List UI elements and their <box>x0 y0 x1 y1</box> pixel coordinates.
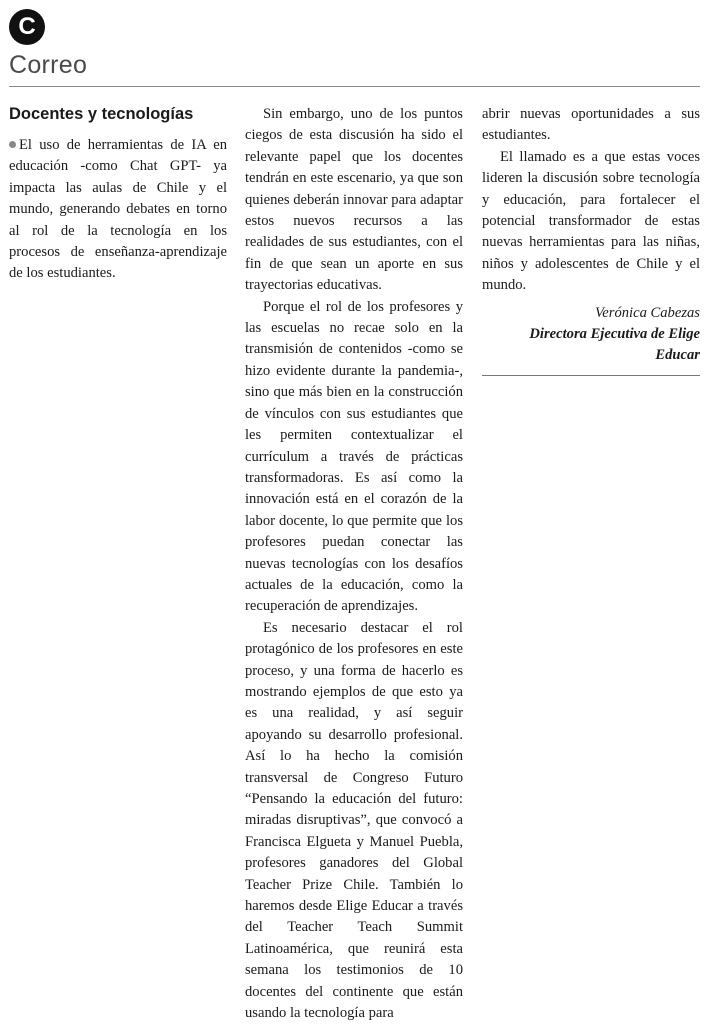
section-title: Correo <box>9 51 88 79</box>
signature-role: Directora Ejecutiva de Elige Educar <box>529 326 700 364</box>
column-3 <box>482 104 700 376</box>
bullet-dot-icon <box>9 141 16 148</box>
letter-paragraph: Sin embargo, uno de los puntos ciegos de esta discusión ha sido el relevante papel que los docentes tendrán en este escenario, ya que son quienes deberán innovar para adaptar estos nuevos recursos a las realidades de sus estudiantes, con el fin de que sean un aporte en sus trayectorias educativas. <box>245 106 463 294</box>
letter-paragraph: El llamado es a que estas voces lideren la discusión sobre tecnología y educación, para fortalecer el potencial transformador de estas nuevas herramientas para las niñas, niños y adolescentes de Chile y el mundo. <box>482 148 700 294</box>
signature-divider <box>482 375 700 376</box>
letter-paragraph: Porque el rol de los profesores y las escuelas no recae solo en la transmisión de contenidos -como se hizo evidente durante la pandemia-, sino que más bien en la construcción de vínculos con sus estudiantes que les permiten contextualizar el currículum a través de prácticas transformadoras. Es así como la innovación está en el corazón de la labor docente, lo que permite que los profesores puedan conectar las nuevas tecnologías con los desafíos actuales de la educación, como la recuperación de aprendizajes. <box>245 298 463 615</box>
letter-signature <box>482 303 700 367</box>
letter-paragraph: Es necesario destacar el rol protagónico de los profesores en este proceso, y una forma de hacerlo es mostrando ejemplos de que esto ya es una realidad, y así seguir apoyando su desarrollo profesional. Así lo ha hecho la comisión transversal de Congreso Futuro “Pensando la educación del futuro: miradas disruptivas”, que convocó a Francisca Elgueta y Manuel Puebla, profesores ganadores del Global Teacher Prize Chile. También lo haremos desde Elige Educar a través del Teacher Teach Summit Latinoamérica, que reunirá esta semana los testimonios de 10 docentes del continente que están usando la tecnología para <box>245 619 463 1022</box>
letter-headline: Docentes y tecnologías <box>9 105 194 123</box>
column-2 <box>245 104 463 1024</box>
column-1 <box>9 104 227 285</box>
letter-intro-text: El uso de herramientas de IA en educación -como Chat GPT- ya impacta las aulas de Chile y el mundo, generando debates en torno al rol de la tecnología en los procesos de enseñanza-aprendizaje de los estudiantes. <box>9 137 227 282</box>
header-divider <box>9 86 700 87</box>
letter-paragraph-continued: abrir nuevas oportunidades a sus estudiantes. <box>482 106 700 144</box>
letter-intro-paragraph <box>9 135 227 285</box>
section-badge: C <box>9 9 45 45</box>
signature-name: Verónica Cabezas <box>595 304 700 321</box>
